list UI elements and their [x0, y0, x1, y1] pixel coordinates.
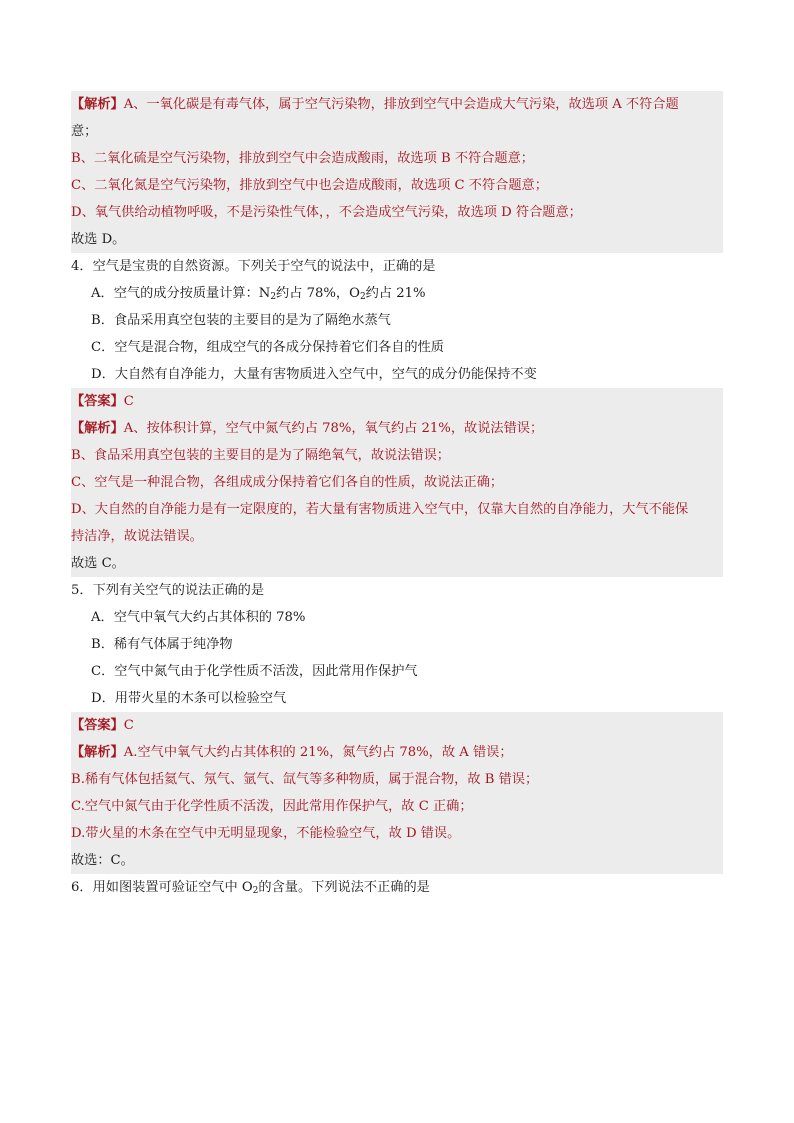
analysis-text: 故选 C。: [71, 556, 125, 571]
analysis-text: A、一氧化碳是有毒气体，属于空气污染物，排放到空气中会造成大气污染，故选项 A 不符合题: [123, 97, 679, 112]
analysis-tag: 【解析】: [71, 97, 124, 112]
option-a: [71, 280, 723, 307]
answer-block-q5: [71, 712, 723, 874]
answer-tag: 【答案】: [71, 394, 124, 409]
analysis-tag: 【解析】: [71, 421, 124, 436]
answer-block-q4: [71, 388, 723, 577]
analysis-text: B、二氧化硫是空气污染物，排放到空气中会造成酸雨，故选项 B 不符合题意；: [71, 151, 534, 166]
analysis-line: [71, 469, 723, 496]
question-text: 6．用如图装置可验证空气中 O: [71, 880, 253, 895]
analysis-line: [71, 523, 723, 550]
option-b: B．食品采用真空包装的主要目的是为了隔绝水蒸气: [91, 313, 391, 328]
analysis-text: A、按体积计算，空气中氮气约占 78%，氧气约占 21%，故说法错误；: [123, 421, 544, 436]
question-6: [71, 874, 723, 901]
analysis-text: B.稀有气体包括氦气、氖气、氩气、氙气等多种物质，属于混合物，故 B 错误；: [71, 772, 539, 787]
analysis-text: A.空气中氧气大约占其体积的 21%，氮气约占 78%，故 A 错误；: [123, 745, 513, 760]
option-text: 约占 78%，O: [276, 286, 360, 301]
answer-line: [71, 388, 723, 415]
question-stem: 4．空气是宝贵的自然资源。下列关于空气的说法中，正确的是: [71, 259, 436, 274]
analysis-text: D、大自然的自净能力是有一定限度的，若大量有害物质进入空气中，仅靠大自然的自净能力，大气不能保: [71, 502, 689, 517]
option-c: C．空气中氮气由于化学性质不活泼，因此常用作保护气: [91, 664, 418, 679]
analysis-line: [71, 793, 723, 820]
question-4: [71, 253, 723, 388]
page-content: [71, 91, 723, 901]
option-text: A．空气的成分按质量计算：N: [91, 286, 271, 301]
analysis-text: C、空气是一种混合物，各组成成分保持着它们各自的性质，故说法正确；: [71, 475, 504, 490]
analysis-text: D、氧气供给动植物呼吸，不是污染性气体，，不会造成空气污染，故选项 D 符合题意；: [71, 205, 582, 220]
analysis-text: 意；: [71, 124, 98, 139]
analysis-line: [71, 199, 723, 226]
analysis-block-q3: [71, 91, 723, 253]
analysis-line: [71, 739, 723, 766]
question-text: 的含量。下列说法不正确的是: [258, 880, 430, 895]
option-text: 约占 21%: [365, 286, 426, 301]
analysis-text: B、食品采用真空包装的主要目的是为了隔绝氧气，故说法错误；: [71, 448, 450, 463]
analysis-line: [71, 847, 723, 874]
analysis-line: [71, 442, 723, 469]
analysis-line: [71, 172, 723, 199]
option-d: D．用带火星的木条可以检验空气: [91, 691, 287, 706]
analysis-line: [71, 226, 723, 253]
answer-tag: 【答案】: [71, 718, 124, 733]
analysis-text: 持洁净，故说法错误。: [71, 529, 203, 544]
option-d: D．大自然有自净能力，大量有害物质进入空气中，空气的成分仍能保持不变: [91, 367, 537, 382]
subscript: 2: [359, 292, 366, 302]
analysis-line: [71, 145, 723, 172]
answer-line: [71, 712, 723, 739]
analysis-line: [71, 820, 723, 847]
question-5: [71, 577, 723, 712]
analysis-line: [71, 550, 723, 577]
analysis-line: [71, 91, 723, 118]
question-stem: 5．下列有关空气的说法正确的是: [71, 583, 265, 598]
subscript: 2: [270, 292, 277, 302]
analysis-tag: 【解析】: [71, 745, 124, 760]
answer-value: C: [123, 718, 134, 733]
analysis-text: 故选：C。: [71, 853, 134, 868]
analysis-line: [71, 496, 723, 523]
subscript: 2: [252, 886, 259, 896]
question-stem: [71, 874, 723, 901]
analysis-text: 故选 D。: [71, 232, 126, 247]
analysis-text: C.空气中氮气由于化学性质不活泼，因此常用作保护气，故 C 正确；: [71, 799, 473, 814]
option-a: A．空气中氧气大约占其体积的 78%: [91, 610, 306, 625]
answer-value: C: [123, 394, 134, 409]
analysis-text: C、二氧化氮是空气污染物，排放到空气中也会造成酸雨，故选项 C 不符合题意；: [71, 178, 548, 193]
option-c: C．空气是混合物，组成空气的各成分保持着它们各自的性质: [91, 340, 444, 355]
analysis-line: [71, 766, 723, 793]
analysis-line: [71, 415, 723, 442]
analysis-text: D.带火星的木条在空气中无明显现象，不能检验空气，故 D 错误。: [71, 826, 461, 841]
option-b: B．稀有气体属于纯净物: [91, 637, 233, 652]
analysis-line: [71, 118, 723, 145]
